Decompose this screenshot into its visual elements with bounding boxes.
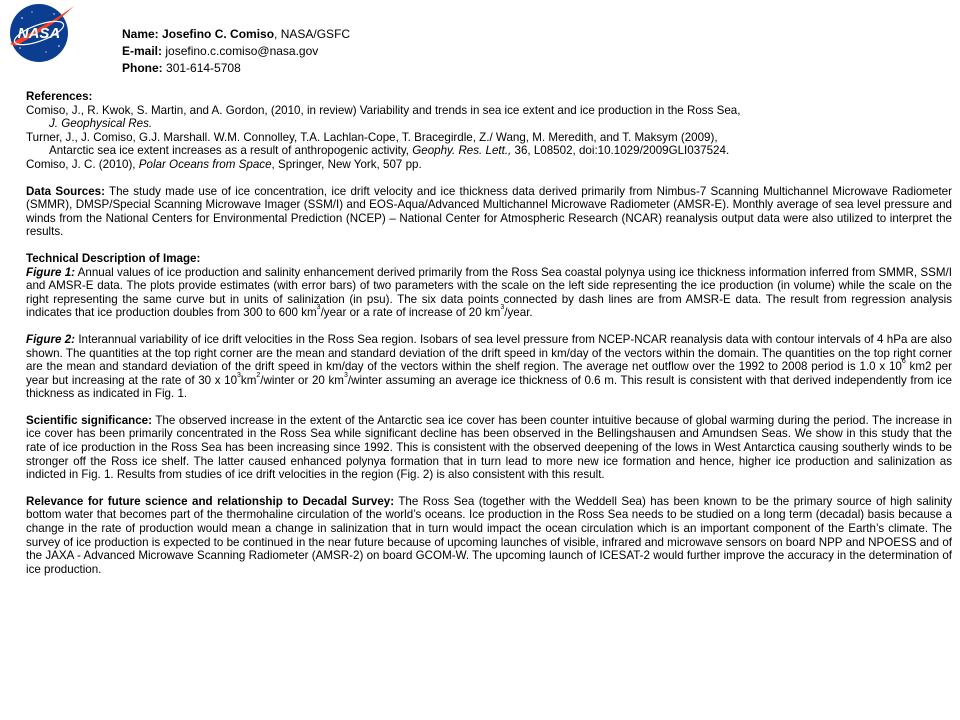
nasa-logo-text: NASA: [17, 25, 61, 42]
contact-phone: Phone: 301-614-5708: [122, 61, 241, 75]
relevance-paragraph: Relevance for future science and relationship to Decadal Survey: The Ross Sea (together with the Weddell Sea) has been known to be the primary source of high salinity bottom water that becomes part of the thermohaline circulation of the world’s oceans. Ice production in the Ross Sea needs to be studied on a long term (decadal) basis because a change in the rate of production would mean a change in salinization that in turn would impact the ocean circulation which is an important component of the Earth’s climate. The survey of ice production is expected to be continued in the near future because of upcoming launches of visible, infrared and microwave sensors on board NPP and NPOESS and of the JAXA - Advanced Microwave Scanning Radiometer (AMSR-2) on board GCOM-W. The upcoming launch of ICESAT-2 would further improve the accuracy in the determination of ice production.: [26, 494, 952, 576]
contact-name: Name: Josefino C. Comiso, NASA/GSFC: [122, 27, 351, 41]
data-sources-paragraph: Data Sources: The study made use of ice concentration, ice drift velocity and ice thickness data derived primarily from Nimbus-7 Scanning Multichannel Microwave Radiometer (SMMR), DMSP/Special Scanning Microwave Imager (SSM/I) and EOS-Aqua/Advanced Multichannel Microwave Radiometer (AMSR-E). Monthly average of sea level pressure and winds from the National Centers for Environmental Prediction (NCEP) – National Center for Atmospheric Research (NCAR) reanalysis output data were also utilized to interpret the results.: [26, 184, 952, 239]
figure-2-description: Figure 2: Interannual variability of ice drift velocities in the Ross Sea region. Isobars of sea level pressure from NCEP-NCAR reanalysis data with contour intervals of 4 hPa are also shown. The quantities at the top right corner are the mean and standard deviation of the drift speed in km/day of the vectors within the domain. The quantities on the top right corner are the mean and standard deviation of the drift speed in km/day of the vectors within the shelf region. The average net outflow over the 1992 to 2008 period is 1.0 x $10^6$ km2 per year but increasing at the rate of 30 x $10^3km^2$/winter or 20 $km^3$/winter assuming an average ice thickness of 0.6 m. This result is consistent with that derived independently from ice thickness as indicated in Fig. 1.: [26, 332, 952, 401]
technical-heading: Technical Description of Image:: [26, 251, 201, 265]
contact-email: E-mail: josefino.c.comiso@nasa.gov: [122, 44, 319, 58]
technical-section: [26, 252, 952, 401]
contact-info: [122, 26, 350, 77]
figure-1-description: Figure 1: Annual values of ice production and salinity enhancement derived primarily from the Ross Sea coastal polynya using ice thickness information inferred from SMMR, SSM/I and AMSR-E data. The plots provide estimates (with error bars) of two parameters with the scale on the left side representing the ice production (in volume) while the scale on the right representing the same curve but in units of salinization (in psu). The six data points connected by dash lines are from AMSR-E data. The result from regression analysis indicates that ice production doubles from 300 to 600 $km^3$/year or a rate of increase of 20 $km^3$/year.: [26, 265, 952, 320]
document-body: [26, 90, 952, 576]
references-section: [26, 90, 952, 172]
data-sources-heading: Data Sources:: [26, 184, 105, 198]
nasa-logo: [2, 2, 76, 64]
significance-paragraph: Scientific significance: The observed increase in the extent of the Antarctic sea ice cover has been counter intuitive because of global warming during the period. The increase in ice cover has been primarily concentrated in the Ross Sea while significant decline has been observed in the Bellingshausen and Amundsen Seas. We show in this study that the rate of ice production in the Ross Sea has been increasing since 1992. This is consistent with the observed deepening of the lows in West Antarctica causing southerly winds to be stronger off the Ross ice shelf. The latter caused enhanced polynya formation that in turn lead to more new ice formation and hence, higher ice production and salinization as indicted in Fig. 1. Results from studies of ice drift velocities in the region (Fig. 2) is also consistent with this result.: [26, 413, 952, 482]
significance-heading: Scientific significance:: [26, 413, 152, 427]
reference-3: Comiso, J. C. (2010), Polar Oceans from Space, Springer, New York, 507 pp.: [26, 157, 422, 171]
reference-1: Comiso, J., R. Kwok, S. Martin, and A. Gordon, (2010, in review) Variability and trends in sea ice extent and ice production in the Ross Sea, J. Geophysical Res.: [26, 103, 741, 131]
relevance-heading: Relevance for future science and relationship to Decadal Survey:: [26, 494, 395, 508]
reference-2: Turner, J., J. Comiso, G.J. Marshall. W.M. Connolley, T.A. Lachlan-Cope, T. Bracegirdle, Z./ Wang, M. Meredith, and T. Maksym (2009), Antarctic sea ice extent increases as a result of anthropogenic activity, Geophy. Res. Lett., 36, L08502, doi:10.1029/2009GLI037524.: [26, 130, 730, 158]
references-heading: References:: [26, 90, 93, 103]
